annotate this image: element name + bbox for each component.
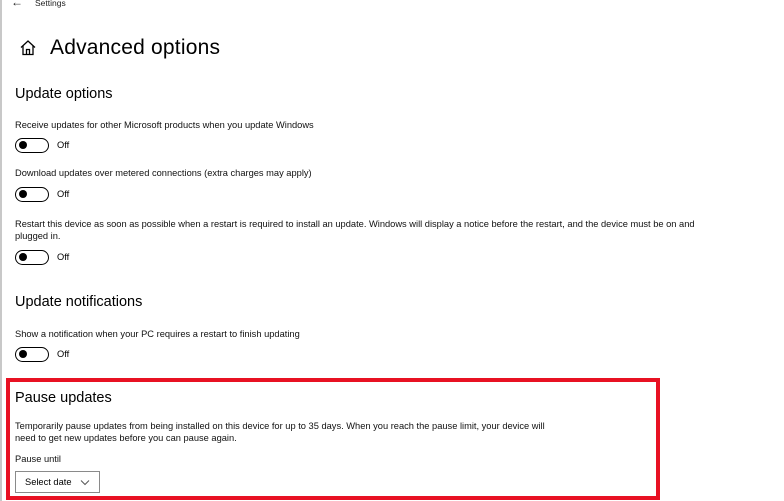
pause-updates-desc-line1: Temporarily pause updates from being installed on this device for up to 35 days. When you reach the pause limit, your device will bbox=[15, 421, 545, 431]
toggle-knob bbox=[19, 350, 27, 358]
page-title: Advanced options bbox=[50, 36, 221, 59]
update-options-heading: Update options bbox=[15, 86, 113, 102]
toggle-state-text: Off bbox=[57, 252, 70, 262]
pause-updates-heading: Pause updates bbox=[15, 390, 112, 406]
update-notifications-heading: Update notifications bbox=[15, 294, 143, 310]
receive-updates-toggle-row bbox=[15, 137, 69, 153]
app-title: Settings bbox=[35, 0, 66, 8]
receive-updates-toggle[interactable] bbox=[15, 138, 49, 153]
toggle-knob bbox=[19, 253, 27, 261]
toggle-knob bbox=[19, 190, 27, 198]
pause-until-label: Pause until bbox=[15, 454, 61, 464]
select-date-value: Select date bbox=[25, 477, 72, 487]
metered-connection-toggle-row bbox=[15, 186, 69, 202]
back-arrow-icon[interactable]: ← bbox=[11, 0, 23, 9]
restart-notification-toggle-row bbox=[15, 346, 69, 362]
metered-connection-toggle[interactable] bbox=[15, 187, 49, 202]
metered-connection-label: Download updates over metered connections (extra charges may apply) bbox=[15, 168, 312, 178]
restart-notification-toggle[interactable] bbox=[15, 347, 49, 362]
restart-asap-label-line1: Restart this device as soon as possible when a restart is required to install an update. Windows will display a notice before the restart, and the device must be on and bbox=[15, 219, 695, 229]
restart-asap-toggle[interactable] bbox=[15, 250, 49, 265]
receive-updates-label: Receive updates for other Microsoft products when you update Windows bbox=[15, 120, 314, 130]
toggle-knob bbox=[19, 141, 27, 149]
toggle-state-text: Off bbox=[57, 349, 70, 359]
restart-asap-toggle-row bbox=[15, 249, 69, 265]
restart-asap-label-line2: plugged in. bbox=[15, 231, 61, 241]
toggle-state-text: Off bbox=[57, 140, 70, 150]
window-left-border bbox=[0, 0, 2, 501]
toggle-state-text: Off bbox=[57, 189, 70, 199]
chevron-down-icon bbox=[80, 479, 90, 486]
pause-updates-desc-line2: need to get new updates before you can pause again. bbox=[15, 433, 237, 443]
select-date-dropdown[interactable] bbox=[15, 471, 100, 493]
restart-notification-label: Show a notification when your PC requires a restart to finish updating bbox=[15, 329, 300, 339]
title-bar bbox=[0, 0, 784, 12]
page-header bbox=[19, 34, 220, 62]
home-icon bbox=[19, 39, 37, 57]
